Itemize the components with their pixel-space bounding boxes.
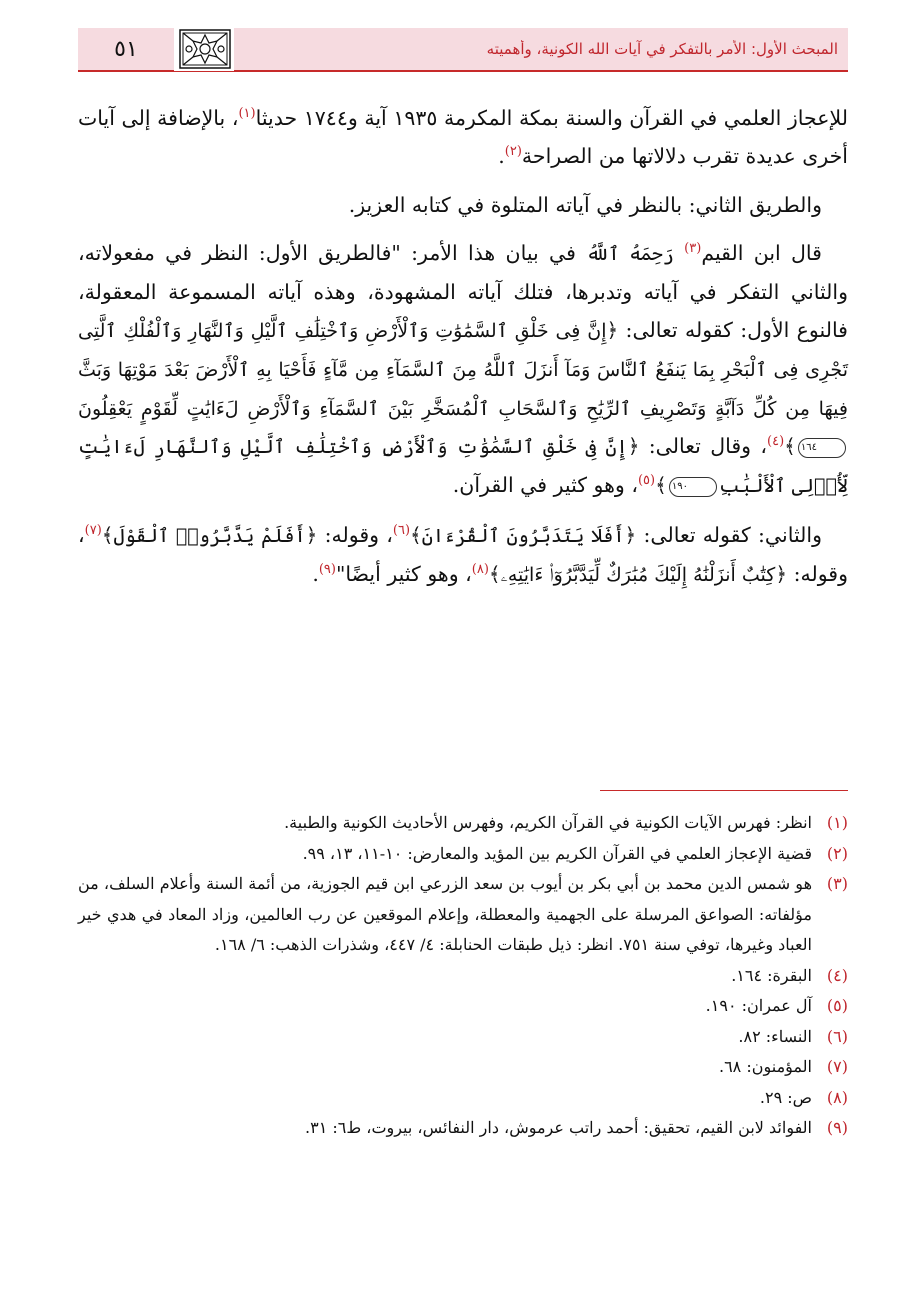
footnote-number: (٥) (826, 996, 848, 1015)
quran-verse: إِنَّ فِى خَلْقِ ٱلسَّمَٰوَٰتِ وَٱلْأَرْضِ وَٱخْتِلَٰفِ ٱلَّيْلِ وَٱلنَّهَارِ لَءَايَٰتٍ لِّأُو۟لِى ٱلْأَلْبَٰبِ (78, 436, 848, 498)
footnote-ref[interactable]: (٧) (84, 523, 102, 539)
footnote-ref[interactable]: (٤) (767, 434, 785, 450)
footnote-separator (600, 790, 848, 791)
footnote-number: (٧) (826, 1057, 848, 1076)
ayah-number-mark: ١٩٠ (669, 477, 717, 497)
footnote-text: هو شمس الدين محمد بن أبي بكر بن أيوب بن سعد الزرعي ابن قيم الجوزية، من أئمة السنة وأعلام السلف، من مؤلفاته: الصواعق المرسلة على الجهمية والمعطلة، وإعلام الموقعين عن رب العالمين، وزاد المعاد في هدي خير العباد وغيرها، توفي سنة ٧٥١. انظر: ذيل طبقات الحنابلة: ٤/ ٤٤٧، وشذرات الذهب: ٦/ ١٦٨. (78, 874, 813, 954)
footnote-item (78, 991, 848, 1022)
geometric-star-ornament-icon (174, 27, 234, 71)
quran-verse: أَفَلَا يَتَدَبَّرُونَ ٱلْقُرْءَانَ (421, 524, 625, 547)
footnote-ref[interactable]: (٨) (471, 561, 489, 577)
text-span: ، وقوله: (324, 522, 393, 547)
paragraph-3 (78, 235, 848, 506)
ayah-number-mark: ١٦٤ (798, 438, 846, 458)
text-span: ، وهو كثير في القرآن. (452, 473, 638, 498)
footnote-text: المؤمنون: ٦٨. (718, 1057, 812, 1076)
footnote-number: (٨) (826, 1087, 848, 1107)
footnote-ref[interactable]: (٥) (637, 473, 656, 489)
footnote-ref[interactable]: (٦) (392, 523, 411, 539)
quran-bracket-open: ﴿ (624, 522, 637, 547)
quran-bracket-open: ﴿ (606, 317, 619, 342)
footnote-item (78, 1083, 848, 1114)
quran-verse: إِنَّ فِى خَلْقِ ٱلسَّمَٰوَٰتِ وَٱلْأَرْضِ وَٱخْتِلَٰفِ ٱلَّيْلِ وَٱلنَّهَارِ وَٱلْفُلْكِ ٱلَّتِى تَجْرِى فِى ٱلْبَحْرِ بِمَا يَنفَعُ ٱلنَّاسَ وَمَآ أَنزَلَ ٱللَّهُ مِنَ ٱلسَّمَآءِ مِن مَّآءٍ فَأَحْيَا بِهِ ٱلْأَرْضَ بَعْدَ مَوْتِهَا وَبَثَّ فِيهَا مِن كُلِّ دَآبَّةٍ وَتَصْرِيفِ ٱلرِّيَٰحِ وَٱلسَّحَابِ ٱلْمُسَخَّرِ بَيْنَ ٱلسَّمَآءِ وَٱلْأَرْضِ لَءَايَٰتٍ لِّقَوْمٍ يَعْقِلُونَ (78, 319, 848, 420)
quran-bracket-close: ﴾ (101, 522, 114, 547)
footnote-item (78, 808, 848, 839)
footnote-number: (٢) (826, 843, 848, 863)
footnote-text: النساء: ٨٢. (738, 1026, 812, 1046)
page-number: ٥١ (114, 36, 138, 62)
footnote-number: (٣) (826, 874, 848, 893)
footnote-item (78, 1113, 848, 1144)
footnote-ref[interactable]: (٢) (504, 143, 522, 159)
footnote-text: البقرة: ١٦٤. (731, 965, 812, 985)
footnote-item (78, 869, 848, 961)
footnote-ref[interactable]: (٩) (318, 561, 336, 577)
paragraph-2 (78, 187, 848, 225)
quran-bracket-open: ﴿ (627, 434, 640, 459)
page-header (78, 28, 848, 72)
footnote-item (78, 961, 848, 992)
quran-verse: كِتَٰبٌ أَنزَلْنَٰهُ إِلَيْكَ مُبَٰرَكٌ لِّيَدَّبَّرُوٓا۟ ءَايَٰتِهِۦ (500, 563, 776, 586)
paragraph-1 (78, 100, 848, 176)
footnote-text: ص: ٢٩. (759, 1087, 812, 1107)
main-text (78, 100, 848, 606)
footnote-ref[interactable]: (١) (238, 106, 256, 122)
text-span: ، وقال تعالى: (648, 434, 768, 459)
quran-bracket-close: ﴾ (488, 561, 501, 586)
text-span: في بيان هذا الأمر: "فالطريق الأول: النظر في مفعولاته، والثاني التفكر في آياته وتدبرها، فتلك آياته المشهودة، وهذه آياته المسموعة المعقولة، فالنوع الأول: كقوله تعالى: (78, 241, 848, 342)
footnote-text: انظر: فهرس الآيات الكونية في القرآن الكريم، وفهرس الأحاديث الكونية والطبية. (284, 813, 812, 832)
text-span: ، وقوله: (78, 522, 848, 586)
quran-bracket-close: ﴾ (655, 473, 667, 498)
text-span: . (312, 561, 319, 586)
quran-bracket-close: ﴾ (784, 434, 796, 459)
footnote-number: (٦) (826, 1026, 848, 1046)
footnote-item (78, 1052, 848, 1083)
footnote-text: آل عمران: ١٩٠. (705, 996, 812, 1015)
honorific: رَحِمَهُ ٱللَّهُ (586, 243, 674, 266)
text-span: . (498, 143, 505, 168)
text-span: والثاني: كقوله تعالى: (643, 522, 822, 547)
text-span: ، وهو كثير أيضًا" (335, 561, 472, 586)
footnote-item (78, 1022, 848, 1053)
running-title: المبحث الأول: الأمر بالتفكر في آيات الله الكونية، وأهميته (486, 40, 838, 58)
text-span: والطريق الثاني: بالنظر في آياته المتلوة في كتابه العزيز. (348, 192, 822, 217)
footnote-number: (٤) (826, 965, 848, 985)
quran-bracket-open: ﴿ (775, 561, 788, 586)
quran-verse: أَفَلَمْ يَدَّبَّرُوا۟ ٱلْقَوْلَ (113, 524, 306, 547)
text-span: للإعجاز العلمي في القرآن والسنة بمكة المكرمة ١٩٣٥ آية و١٧٤٤ حديثا (255, 106, 848, 130)
text-span: ، بالإضافة إلى آيات أخرى عديدة تقرب دلالاتها من الصراحة (78, 106, 848, 168)
text-span: قال ابن القيم (701, 241, 822, 266)
footnote-text: قضية الإعجاز العلمي في القرآن الكريم بين المؤيد والمعارض: ١٠-١١، ١٣، ٩٩. (302, 843, 812, 863)
footnotes-list (78, 808, 848, 1144)
footnote-text: الفوائد لابن القيم، تحقيق: أحمد راتب عرموش، دار النفائس، بيروت، ط٦: ٣١. (305, 1118, 812, 1137)
quran-bracket-open: ﴿ (305, 522, 318, 547)
quran-bracket-close: ﴾ (410, 522, 422, 547)
footnote-ref[interactable]: (٣) (684, 241, 702, 257)
footnote-item (78, 839, 848, 870)
footnote-number: (٩) (826, 1118, 848, 1137)
footnote-number: (١) (826, 813, 848, 832)
paragraph-4 (78, 517, 848, 595)
